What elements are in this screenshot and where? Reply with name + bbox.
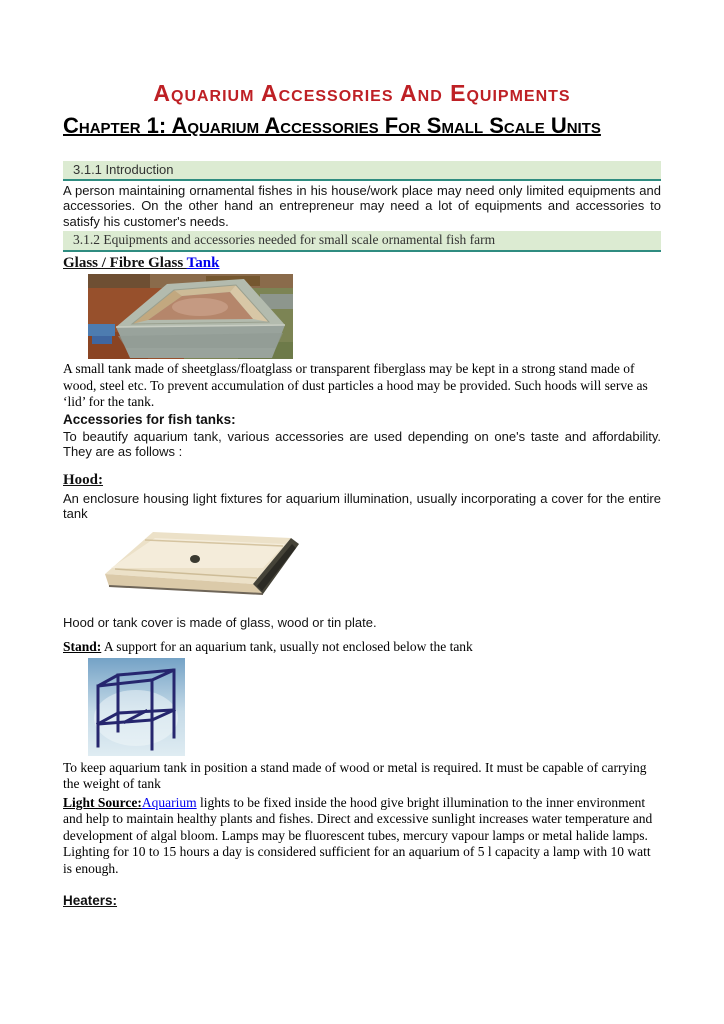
aquarium-hood-image	[95, 524, 330, 613]
light-source-text: lights to be fixed inside the hood give bright illumination to the inner environment and help to maintain healthy plants and fishes. Direct and excessive sunlight increases water temperature and development of algal bloom. Lamps may be fluorescent tubes, mercury vapour lamps or metal halide lamps. Lighting for 10 to 15 hours a day is considered sufficient for an aquarium of 5 l capacity a lamp with 10 watt is enough.	[63, 794, 653, 876]
heaters-heading: Heaters:	[63, 893, 118, 909]
chapter-heading: Chapter 1: Aquarium Accessories For Small Scale Units	[63, 113, 601, 138]
light-source-heading: Light Source:	[63, 794, 142, 810]
section-header-3-1-2-label: 3.1.2 Equipments and accessories needed for small scale ornamental fish farm	[73, 232, 496, 248]
stand-lead-text: A support for an aquarium tank, usually not enclosed below the tank	[101, 639, 473, 655]
glass-tank-paragraph: A small tank made of sheetglass/floatglass or transparent fiberglass may be kept in a strong stand made of wood, steel etc. To prevent accumulation of dust particles a hood may be provided. Such hoods will serve as ‘lid’ for the tank.	[63, 361, 648, 410]
tank-link[interactable]: Tank	[186, 255, 220, 272]
section-header-3-1-1	[63, 161, 661, 181]
accessories-heading: Accessories for fish tanks:	[63, 411, 236, 427]
hood-heading: Hood:	[63, 471, 104, 488]
glass-tank-heading-text: Glass / Fibre Glass	[63, 255, 187, 272]
light-source-paragraph	[63, 795, 661, 878]
stand-heading: Stand:	[63, 639, 102, 655]
document-page	[63, 0, 661, 908]
fiberglass-tank-image	[88, 274, 293, 359]
stand-lead	[63, 639, 661, 656]
section-header-3-1-1-label: 3.1.1 Introduction	[73, 161, 174, 177]
glass-tank-heading	[63, 255, 661, 272]
aquarium-stand-image	[88, 658, 185, 756]
aquarium-link[interactable]: Aquarium	[141, 794, 197, 810]
stand-paragraph: To keep aquarium tank in position a stand made of wood or metal is required. It must be capable of carrying the weight of tank	[63, 759, 647, 792]
section-header-3-1-2	[63, 231, 661, 252]
document-title: Aquarium Accessories And Equipments	[153, 80, 571, 106]
accessories-paragraph: To beautify aquarium tank, various accessories are used depending on one's taste and affordability. They are as follows :	[63, 428, 661, 460]
hood-caption: Hood or tank cover is made of glass, wood or tin plate.	[63, 614, 377, 630]
intro-paragraph: A person maintaining ornamental fishes in his house/work place may need only limited equipments and accessories. On the other hand an entrepreneur may need a lot of equipments and accessories to satisfy his customer's needs.	[63, 182, 661, 229]
hood-paragraph: An enclosure housing light fixtures for aquarium illumination, usually incorporating a cover for the entire tank	[63, 490, 661, 522]
